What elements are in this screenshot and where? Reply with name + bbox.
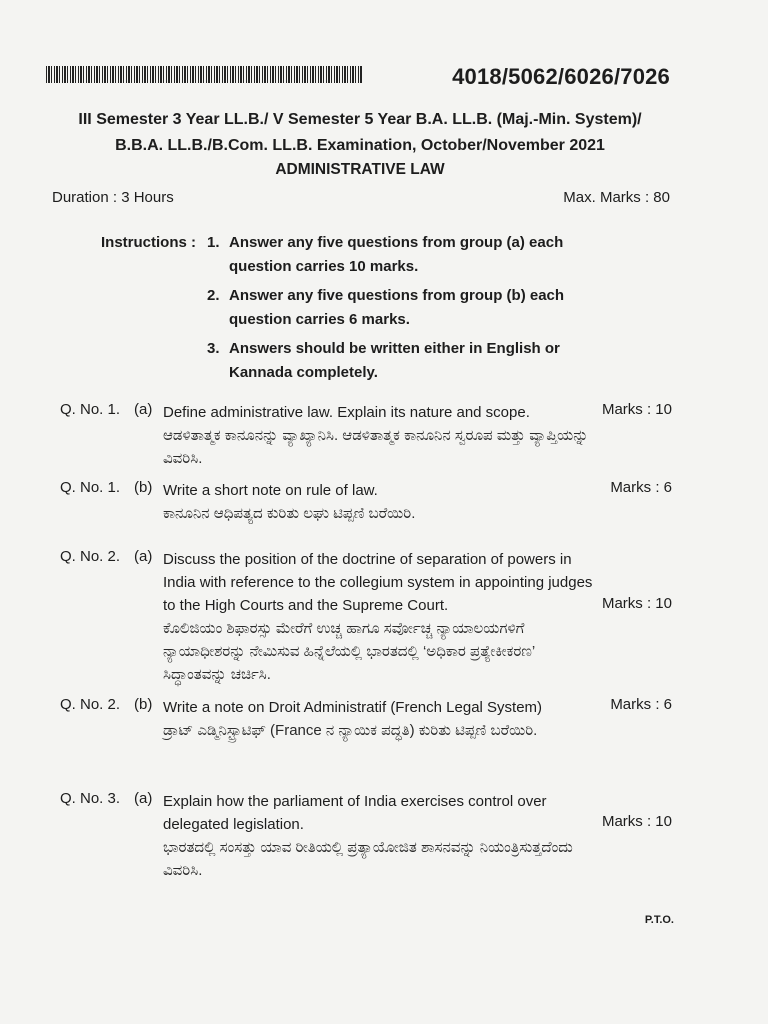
instruction-text: Answer any five questions from group (b) each question carries 6 marks. [229, 287, 565, 328]
question-part: (a) [134, 790, 153, 807]
question-marks: Marks : 10 [601, 595, 672, 612]
exam-title-line1: III Semester 3 Year LL.B./ V Semester 5 Year B.A. LL.B. (Maj.-Min. System)/ [78, 111, 642, 128]
duration: Duration : 3 Hours [52, 189, 174, 206]
question-number: Q. No. 2. [60, 696, 121, 713]
instruction-text: Answer any five questions from group (a) each question carries 10 marks. [229, 234, 564, 275]
question-number: Q. No. 1. [60, 401, 121, 418]
question-part: (b) [134, 479, 153, 496]
max-marks: Max. Marks : 80 [563, 189, 670, 206]
paper-code: 4018/5062/6026/7026 [452, 64, 670, 89]
question-text-kannada: ಭಾರತದಲ್ಲಿ ಸಂಸತ್ತು ಯಾವ ರೀತಿಯಲ್ಲಿ ಪ್ರತ್ಯಾಯೋಜಿತ ಶಾಸನವನ್ನು ನಿಯಂತ್ರಿಸುತ್ತದೆಂದು ವಿವರಿಸಿ. [163, 839, 573, 879]
instruction-item [207, 337, 607, 385]
page-turn-over: P.T.O. [644, 914, 674, 926]
question-marks: Marks : 6 [610, 696, 672, 713]
instruction-item [207, 284, 607, 332]
question-text-kannada: ಆಡಳಿತಾತ್ಮಕ ಕಾನೂನನ್ನು ವ್ಯಾಖ್ಯಾನಿಸಿ. ಆಡಳಿತಾತ್ಮಕ ಕಾನೂನಿನ ಸ್ವರೂಪ ಮತ್ತು ವ್ಯಾಪ್ತಿಯನ್ನು ವಿವರಿಸಿ. [163, 427, 589, 467]
question-text-kannada: ಕಾನೂನಿನ ಆಧಿಪತ್ಯದ ಕುರಿತು ಲಘು ಟಿಪ್ಪಣಿ ಬರೆಯಿರಿ. [163, 505, 416, 522]
question-text-english: Define administrative law. Explain its nature and scope. [163, 404, 530, 421]
question-marks: Marks : 10 [601, 813, 672, 830]
question-text-english: Discuss the position of the doctrine of separation of powers in India with reference to the collegium system in appointing judges to the High Courts and the Supreme Court. [163, 551, 593, 614]
question-part: (a) [134, 548, 153, 565]
subject-title: ADMINISTRATIVE LAW [275, 161, 445, 178]
question-number: Q. No. 2. [60, 548, 121, 565]
question-part: (a) [134, 401, 153, 418]
question-marks: Marks : 6 [610, 479, 672, 496]
question-text-english: Write a note on Droit Administratif (French Legal System) [163, 699, 543, 716]
instruction-number: 2. [207, 287, 220, 304]
question-body [163, 401, 593, 470]
instruction-item [207, 231, 607, 279]
question-part: (b) [134, 696, 153, 713]
question-text-english: Write a short note on rule of law. [163, 482, 378, 499]
question-number: Q. No. 1. [60, 479, 121, 496]
exam-title-line2: B.B.A. LL.B./B.Com. LL.B. Examination, October/November 2021 [115, 137, 605, 154]
question-body [163, 548, 593, 686]
question-body [163, 479, 593, 525]
question-text-kannada: ಕೊಲಿಜಿಯಂ ಶಿಫಾರಸ್ಸು ಮೇರೆಗೆ ಉಚ್ಚ ಹಾಗೂ ಸರ್ವೋಚ್ಚ ನ್ಯಾಯಾಲಯಗಳಿಗೆ ನ್ಯಾಯಾಧೀಶರನ್ನು ನೇಮಿಸುವ ಹಿನ್ನೆಲೆಯಲ್ಲಿ ಭಾರತದಲ್ಲಿ ‘ಅಧಿಕಾರ ಪ್ರತ್ಯೇಕೀಕರಣ’ ಸಿದ್ಧಾಂತವನ್ನು ಚರ್ಚಿಸಿ. [163, 620, 535, 683]
question-text-english: Explain how the parliament of India exercises control over delegated legislation. [163, 793, 547, 833]
instruction-text: Answers should be written either in English or Kannada completely. [229, 340, 560, 381]
instruction-number: 1. [207, 234, 220, 251]
instruction-number: 3. [207, 340, 220, 357]
barcode [46, 66, 362, 83]
question-marks: Marks : 10 [601, 401, 672, 418]
instructions-label: Instructions : [101, 234, 197, 251]
question-number: Q. No. 3. [60, 790, 121, 807]
question-body [163, 696, 593, 742]
question-text-kannada: ಡ್ರಾಟ್ ಎಡ್ಮಿನಿಸ್ಟ್ರಾಟಿಫ್ (France ನ ನ್ಯಾಯಿಕ ಪದ್ಧತಿ) ಕುರಿತು ಟಿಪ್ಪಣಿ ಬರೆಯಿರಿ. [163, 722, 538, 739]
question-body [163, 790, 593, 882]
